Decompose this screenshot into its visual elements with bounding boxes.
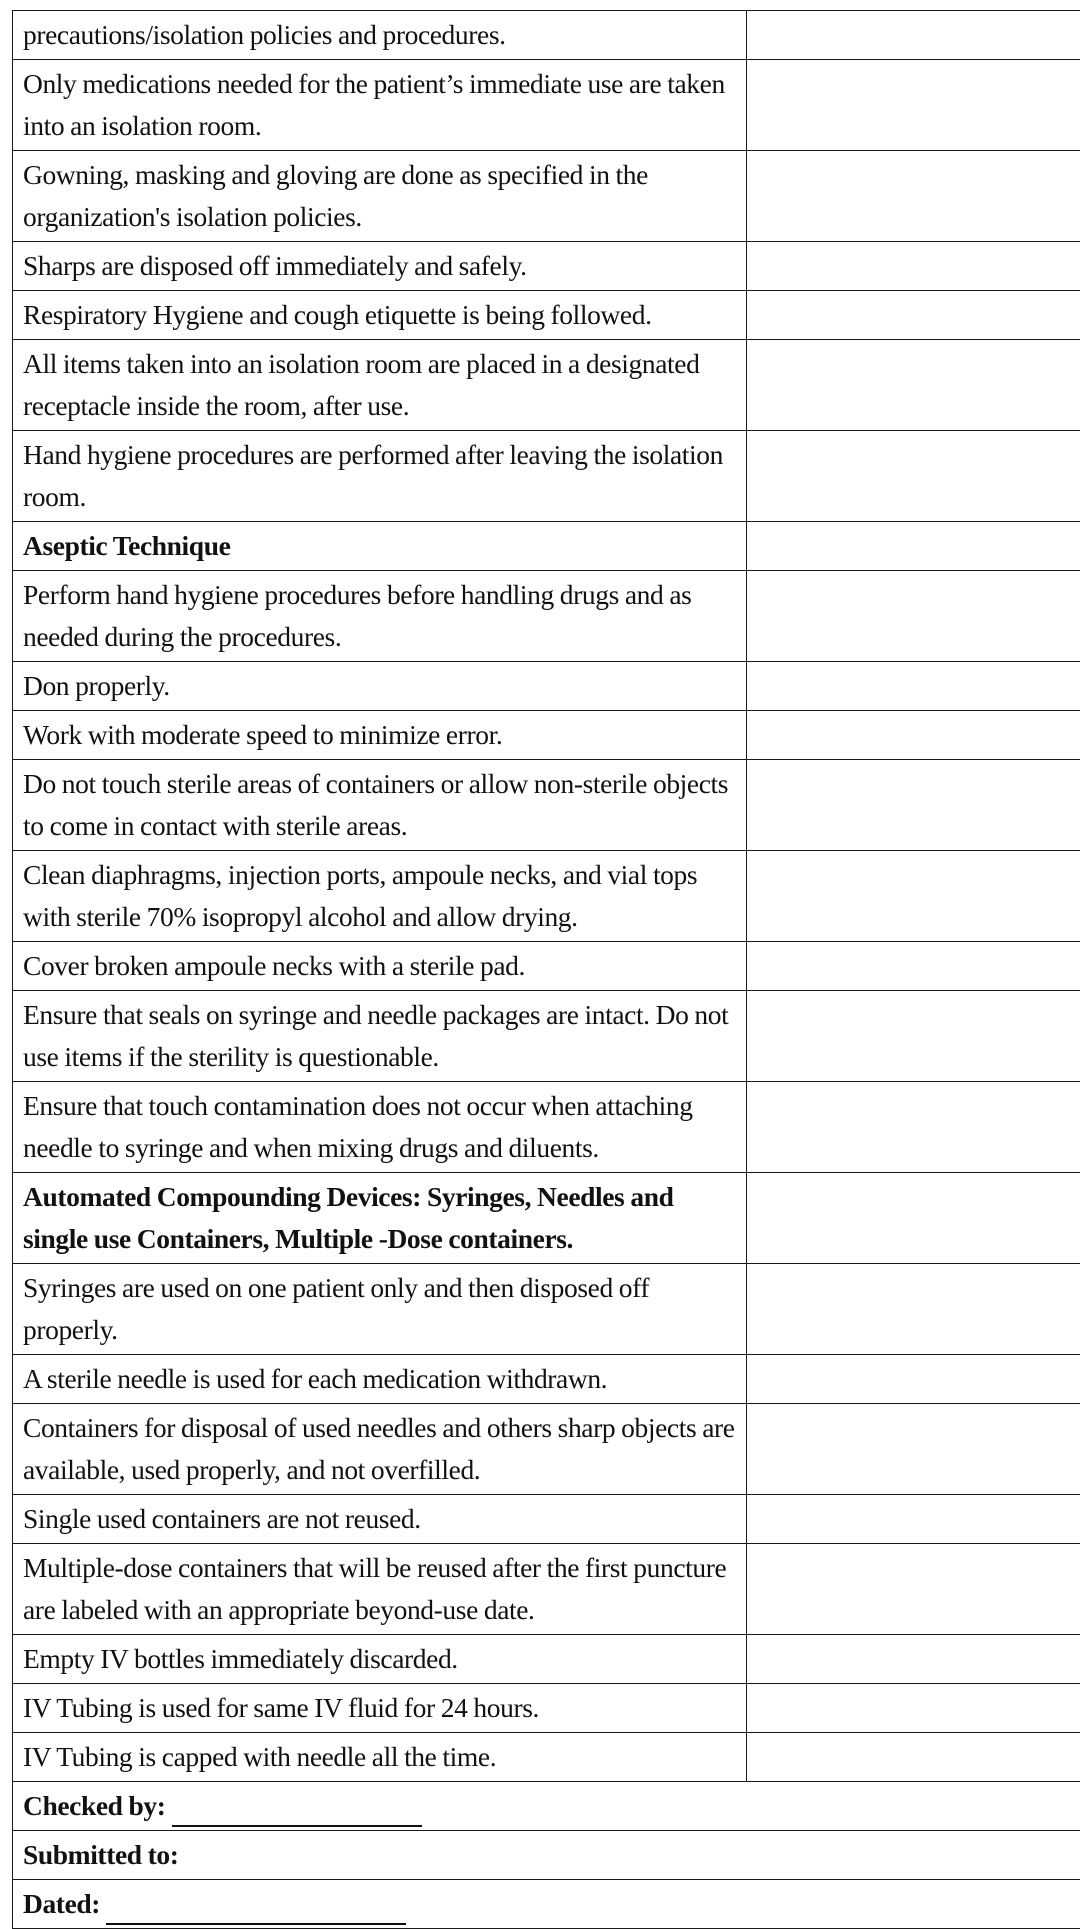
submitted-to-cell[interactable] xyxy=(13,1831,1080,1880)
checklist-mark-cell[interactable] xyxy=(747,242,1080,291)
checklist-mark-cell[interactable] xyxy=(747,760,1080,851)
checklist-item-text: Only medications needed for the patient’s immediate use are taken into an isolation room. xyxy=(13,60,747,151)
checklist-mark-cell[interactable] xyxy=(747,942,1080,991)
checked-by-row xyxy=(13,1782,1080,1831)
checklist-item-text: precautions/isolation policies and procedures. xyxy=(13,11,747,60)
checklist-mark-cell[interactable] xyxy=(747,151,1080,242)
checklist-item-text: Sharps are disposed off immediately and safely. xyxy=(13,242,747,291)
checklist-mark-cell[interactable] xyxy=(747,1684,1080,1733)
checklist-item-text: Gowning, masking and gloving are done as specified in the organization's isolation policies. xyxy=(13,151,747,242)
checklist-item-text: Syringes are used on one patient only and then disposed off properly. xyxy=(13,1264,747,1355)
checklist-mark-cell[interactable] xyxy=(747,1635,1080,1684)
dated-cell[interactable] xyxy=(13,1880,1080,1929)
checklist-item-text: Single used containers are not reused. xyxy=(13,1495,747,1544)
checklist-row xyxy=(13,571,1080,662)
checklist-mark-cell[interactable] xyxy=(747,291,1080,340)
checklist-row xyxy=(13,1082,1080,1173)
dated-row xyxy=(13,1880,1080,1929)
checklist-row xyxy=(13,942,1080,991)
checklist-mark-cell[interactable] xyxy=(747,340,1080,431)
checklist-item-text: Clean diaphragms, injection ports, ampoule necks, and vial tops with sterile 70% isopropyl alcohol and allow drying. xyxy=(13,851,747,942)
checklist-body xyxy=(13,11,1080,1929)
checklist-table xyxy=(12,10,1080,1929)
checklist-row xyxy=(13,1635,1080,1684)
checklist-item-text: Do not touch sterile areas of containers or allow non-sterile objects to come in contact with sterile areas. xyxy=(13,760,747,851)
checklist-item-text: Multiple-dose containers that will be reused after the first puncture are labeled with an appropriate beyond-use date. xyxy=(13,1544,747,1635)
checklist-mark-cell[interactable] xyxy=(747,851,1080,942)
checklist-item-text: Respiratory Hygiene and cough etiquette is being followed. xyxy=(13,291,747,340)
checklist-row xyxy=(13,760,1080,851)
checked-by-cell[interactable] xyxy=(13,1782,1080,1831)
section-heading-blank-cell xyxy=(747,522,1080,571)
checklist-mark-cell[interactable] xyxy=(747,991,1080,1082)
checklist-mark-cell[interactable] xyxy=(747,711,1080,760)
checklist-mark-cell[interactable] xyxy=(747,571,1080,662)
checklist-row xyxy=(13,1544,1080,1635)
checklist-item-text: A sterile needle is used for each medication withdrawn. xyxy=(13,1355,747,1404)
section-heading-row xyxy=(13,1173,1080,1264)
section-heading-blank-cell xyxy=(747,1173,1080,1264)
checklist-item-text: IV Tubing is capped with needle all the time. xyxy=(13,1733,747,1782)
checklist-mark-cell[interactable] xyxy=(747,1544,1080,1635)
checklist-item-text: Ensure that touch contamination does not occur when attaching needle to syringe and when mixing drugs and diluents. xyxy=(13,1082,747,1173)
checklist-row xyxy=(13,60,1080,151)
checklist-row xyxy=(13,1733,1080,1782)
checklist-mark-cell[interactable] xyxy=(747,1733,1080,1782)
checklist-row xyxy=(13,1684,1080,1733)
checklist-item-text: Don properly. xyxy=(13,662,747,711)
checklist-row xyxy=(13,151,1080,242)
checklist-row xyxy=(13,340,1080,431)
checklist-row xyxy=(13,1404,1080,1495)
checklist-mark-cell[interactable] xyxy=(747,60,1080,151)
checklist-row xyxy=(13,662,1080,711)
checklist-row xyxy=(13,1495,1080,1544)
checked-by-signature-line[interactable] xyxy=(172,1791,422,1827)
checklist-row xyxy=(13,851,1080,942)
checklist-mark-cell[interactable] xyxy=(747,11,1080,60)
checklist-item-text: Work with moderate speed to minimize error. xyxy=(13,711,747,760)
submitted-to-row xyxy=(13,1831,1080,1880)
checklist-page xyxy=(12,10,1070,1929)
checklist-row xyxy=(13,11,1080,60)
checklist-mark-cell[interactable] xyxy=(747,431,1080,522)
checklist-item-text: Containers for disposal of used needles and others sharp objects are available, used properly, and not overfilled. xyxy=(13,1404,747,1495)
section-heading: Aseptic Technique xyxy=(13,522,747,571)
checklist-mark-cell[interactable] xyxy=(747,662,1080,711)
dated-label: Dated: xyxy=(23,1888,100,1919)
section-heading: Automated Compounding Devices: Syringes, Needles and single use Containers, Multiple -Dose containers. xyxy=(13,1173,747,1264)
checklist-mark-cell[interactable] xyxy=(747,1264,1080,1355)
checklist-row xyxy=(13,242,1080,291)
checklist-item-text: Cover broken ampoule necks with a sterile pad. xyxy=(13,942,747,991)
checklist-mark-cell[interactable] xyxy=(747,1355,1080,1404)
checklist-row xyxy=(13,711,1080,760)
checklist-item-text: Hand hygiene procedures are performed after leaving the isolation room. xyxy=(13,431,747,522)
checklist-row xyxy=(13,991,1080,1082)
checklist-row xyxy=(13,291,1080,340)
checklist-item-text: All items taken into an isolation room are placed in a designated receptacle inside the room, after use. xyxy=(13,340,747,431)
checklist-item-text: IV Tubing is used for same IV fluid for 24 hours. xyxy=(13,1684,747,1733)
checklist-mark-cell[interactable] xyxy=(747,1495,1080,1544)
checklist-mark-cell[interactable] xyxy=(747,1404,1080,1495)
checklist-row xyxy=(13,431,1080,522)
checklist-row xyxy=(13,1264,1080,1355)
section-heading-row xyxy=(13,522,1080,571)
submitted-to-label: Submitted to: xyxy=(23,1839,179,1870)
checklist-item-text: Perform hand hygiene procedures before handling drugs and as needed during the procedures. xyxy=(13,571,747,662)
checklist-row xyxy=(13,1355,1080,1404)
checklist-mark-cell[interactable] xyxy=(747,1082,1080,1173)
checklist-item-text: Ensure that seals on syringe and needle packages are intact. Do not use items if the sterility is questionable. xyxy=(13,991,747,1082)
checklist-item-text: Empty IV bottles immediately discarded. xyxy=(13,1635,747,1684)
checked-by-label: Checked by: xyxy=(23,1790,166,1821)
